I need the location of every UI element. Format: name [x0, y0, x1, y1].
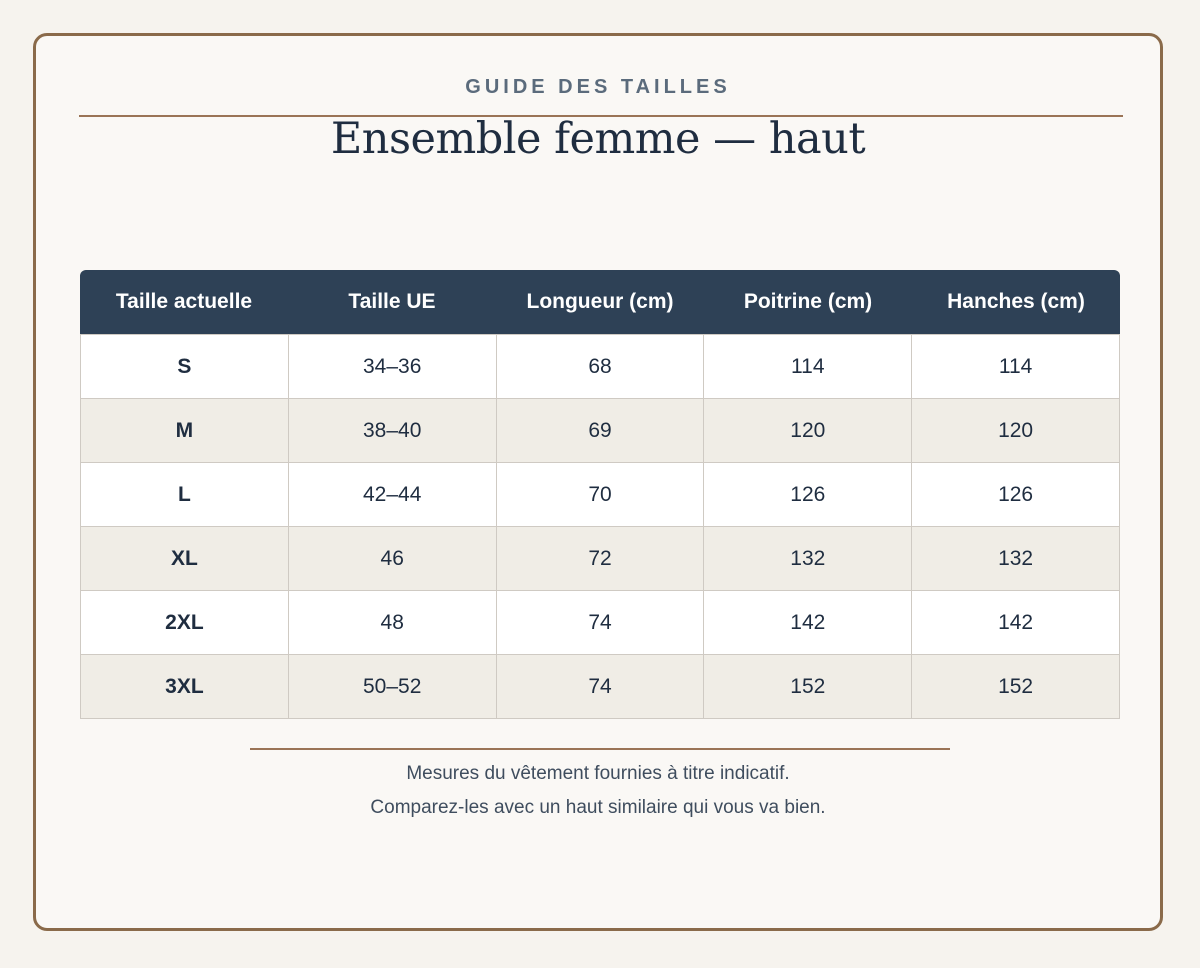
size-table [80, 270, 1120, 719]
column-header-chest: Poitrine (cm) [743, 290, 873, 313]
cell-size: M [81, 399, 289, 462]
cell-size: S [81, 335, 289, 398]
cell-eu-size: 50–52 [289, 655, 497, 718]
cell-eu-size: 46 [289, 527, 497, 590]
table-row [81, 399, 1120, 463]
cell-chest: 120 [704, 399, 912, 462]
cell-size: XL [81, 527, 289, 590]
cell-hips: 152 [912, 655, 1120, 718]
cell-length: 70 [497, 463, 705, 526]
footnote-line-1: Mesures du vêtement fournies à titre indicatif. [406, 763, 790, 784]
table-row [81, 591, 1120, 655]
cell-hips: 126 [912, 463, 1120, 526]
cell-size: L [81, 463, 289, 526]
cell-hips: 114 [912, 335, 1120, 398]
cell-length: 68 [497, 335, 705, 398]
cell-chest: 126 [704, 463, 912, 526]
cell-length: 69 [497, 399, 705, 462]
cell-hips: 120 [912, 399, 1120, 462]
column-header-current-size: Taille actuelle [115, 290, 253, 313]
table-row [81, 334, 1120, 399]
table-row [81, 527, 1120, 591]
cell-eu-size: 42–44 [289, 463, 497, 526]
footnote-line-2: Comparez-les avec un haut similaire qui vous va bien. [370, 797, 826, 818]
cell-chest: 152 [704, 655, 912, 718]
column-header-length: Longueur (cm) [526, 290, 674, 313]
cell-eu-size: 34–36 [289, 335, 497, 398]
cell-chest: 114 [704, 335, 912, 398]
cell-eu-size: 38–40 [289, 399, 497, 462]
cell-chest: 142 [704, 591, 912, 654]
cell-hips: 132 [912, 527, 1120, 590]
page-title: Ensemble femme — haut [330, 114, 866, 164]
table-row [81, 463, 1120, 527]
cell-size: 3XL [81, 655, 289, 718]
table-header [80, 270, 1120, 334]
table-row [81, 655, 1120, 719]
cell-length: 74 [497, 591, 705, 654]
column-header-hips: Hanches (cm) [947, 290, 1085, 313]
table-body [80, 334, 1120, 719]
section-label: GUIDE DES TAILLES [465, 76, 731, 98]
cell-chest: 132 [704, 527, 912, 590]
cell-size: 2XL [81, 591, 289, 654]
cell-eu-size: 48 [289, 591, 497, 654]
cell-length: 72 [497, 527, 705, 590]
size-guide-card [33, 33, 1163, 931]
bottom-divider [250, 748, 950, 750]
cell-length: 74 [497, 655, 705, 718]
cell-hips: 142 [912, 591, 1120, 654]
column-header-eu-size: Taille UE [348, 290, 436, 313]
